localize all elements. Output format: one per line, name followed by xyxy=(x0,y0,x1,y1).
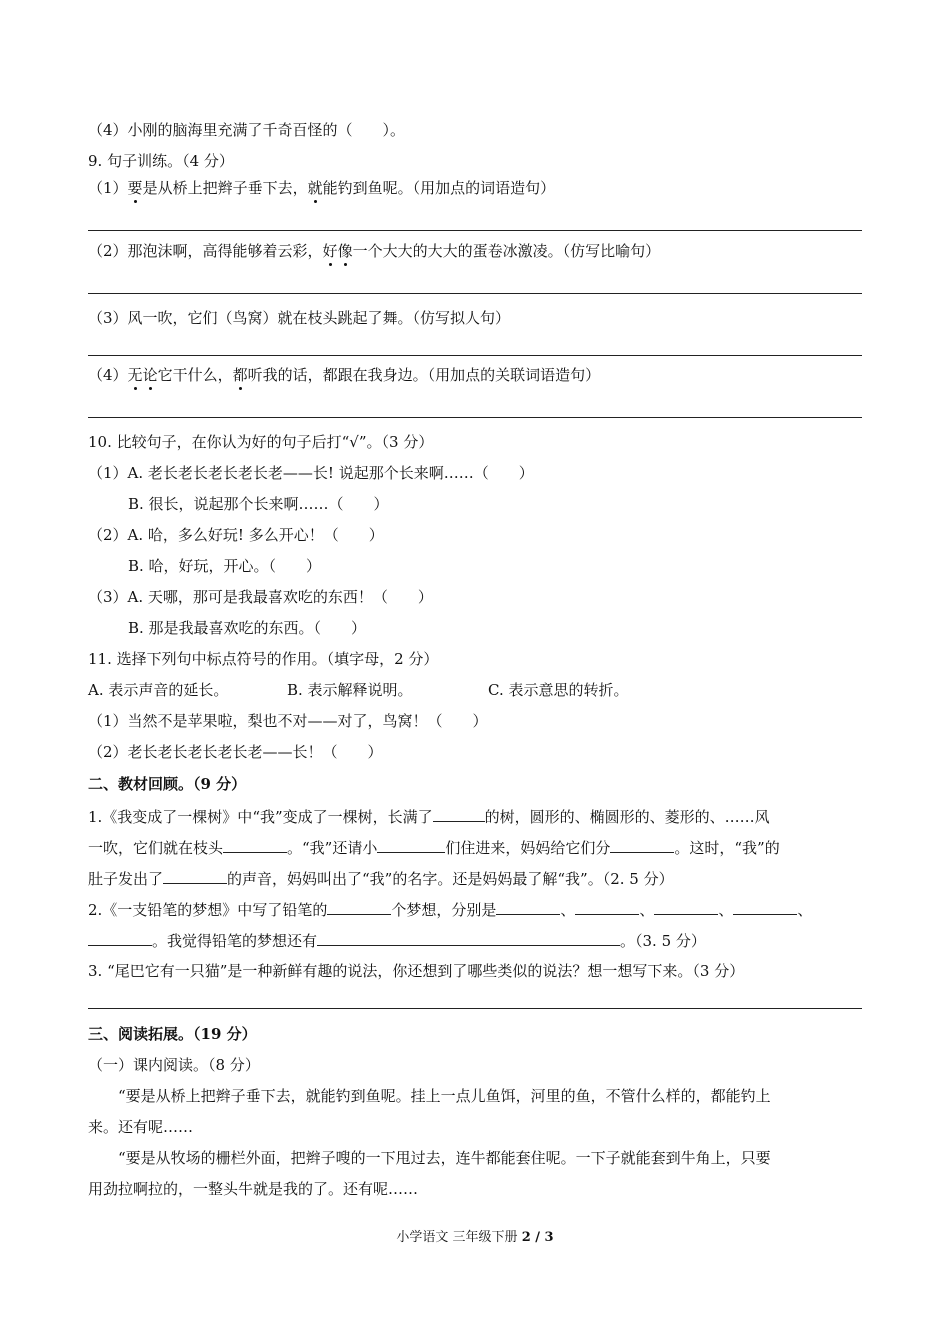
q9-sentence-1: （1）要是从桥上把辫子垂下去，就能钓到鱼呢。（用加点的词语造句） xyxy=(88,179,556,197)
q9-answer-line-2[interactable] xyxy=(88,293,862,294)
blank[interactable] xyxy=(433,806,485,822)
q9-answer-line-3[interactable] xyxy=(88,355,862,356)
section-3-title: 三、阅读拓展。（19 分） xyxy=(88,1025,257,1043)
blank[interactable] xyxy=(496,899,560,915)
q11-title: 11. 选择下列句中标点符号的作用。（填字母，2 分） xyxy=(88,650,439,668)
q11-sentence-1: （1）当然不是苹果啦，梨也不对——对了，鸟窝！（ ） xyxy=(88,712,488,730)
sec2-q1-line-3: 肚子发出了 的声音，妈妈叫出了“我”的名字。还是妈妈最了解“我”。（2. 5 分） xyxy=(88,870,674,888)
q9-sentence-4: （4）无论它干什么，都听我的话，都跟在我身边。（用加点的关联词语造句） xyxy=(88,366,601,384)
sec2-q2-line-2: 。我觉得铅笔的梦想还有 。（3. 5 分） xyxy=(88,930,706,951)
q10-pair-1-b: B. 很长，说起那个长来啊……（ ） xyxy=(128,495,389,513)
q8-item-4: （4）小刚的脑海里充满了千奇百怪的（ ）。 xyxy=(88,121,406,139)
q10-pair-3-a: （3）A. 天哪，那可是我最喜欢吃的东西！（ ） xyxy=(88,588,433,606)
blank[interactable] xyxy=(377,837,445,853)
sec2-q1-line-2: 一吹，它们就在枝头 。“我”还请小 们住进来，妈妈给它们分 。这时，“我”的 xyxy=(88,839,780,857)
sec3-subtitle: （一）课内阅读。（8 分） xyxy=(88,1056,260,1074)
q10-title: 10. 比较句子，在你认为好的句子后打“√”。（3 分） xyxy=(88,433,434,451)
q10-pair-1-a: （1）A. 老长老长老长老长老——长! 说起那个长来啊……（ ） xyxy=(88,464,534,482)
reading-para-2-line-2: 用劲拉啊拉的，一整头牛就是我的了。还有呢…… xyxy=(88,1180,419,1198)
blank[interactable] xyxy=(327,899,391,915)
q11-option-b: B. 表示解释说明。 xyxy=(287,681,413,699)
sec2-q1-line-1: 1.《我变成了一棵树》中“我”变成了一棵树，长满了 的树，圆形的、椭圆形的、菱形的、……风 xyxy=(88,808,770,826)
page-number: 2 / 3 xyxy=(521,1230,554,1245)
q10-pair-2-a: （2）A. 哈，多么好玩! 多么开心！（ ） xyxy=(88,526,384,544)
sec2-q3-answer-line[interactable] xyxy=(88,1008,862,1009)
reading-para-2-line-1: “要是从牧场的栅栏外面，把辫子嗖的一下甩过去，连牛都能套住呢。一下子就能套到牛角上，只要 xyxy=(118,1149,771,1167)
blank[interactable] xyxy=(223,837,287,853)
q10-pair-2-b: B. 哈，好玩，开心。（ ） xyxy=(128,557,322,575)
reading-para-1-line-1: “要是从桥上把辫子垂下去，就能钓到鱼呢。挂上一点儿鱼饵，河里的鱼，不管什么样的，都能钓上 xyxy=(118,1087,771,1105)
q9-answer-line-4[interactable] xyxy=(88,417,862,418)
q9-sentence-3: （3）风一吹，它们（鸟窝）就在枝头跳起了舞。（仿写拟人句） xyxy=(88,309,511,327)
blank[interactable] xyxy=(575,899,639,915)
blank[interactable] xyxy=(163,868,227,884)
q9-title: 9. 句子训练。（4 分） xyxy=(88,152,234,170)
q11-options xyxy=(88,680,628,700)
section-2-title: 二、教材回顾。（9 分） xyxy=(88,775,247,793)
reading-para-1-line-2: 来。还有呢…… xyxy=(88,1118,194,1136)
sec2-q2-line-1: 2.《一支铅笔的梦想》中写了铅笔的 个梦想，分别是 、 、 、 、 xyxy=(88,901,813,919)
blank[interactable] xyxy=(610,837,674,853)
q11-sentence-2: （2）老长老长老长老长老——长！（ ） xyxy=(88,743,383,761)
blank[interactable] xyxy=(88,930,152,946)
sec2-q3: 3. “尾巴它有一只猫”是一种新鲜有趣的说法，你还想到了哪些类似的说法？想一想写下来。（3 分） xyxy=(88,962,745,980)
q9-answer-line-1[interactable] xyxy=(88,230,862,231)
q11-option-c: C. 表示意思的转折。 xyxy=(488,681,629,699)
q9-sentence-2: （2）那泡沫啊，高得能够着云彩，好像一个大大的大大的蛋卷冰激凌。（仿写比喻句） xyxy=(88,242,661,260)
q11-option-a: A. 表示声音的延长。 xyxy=(88,681,229,699)
blank[interactable] xyxy=(654,899,718,915)
blank[interactable] xyxy=(733,899,797,915)
q10-pair-3-b: B. 那是我最喜欢吃的东西。（ ） xyxy=(128,619,367,637)
blank[interactable] xyxy=(317,930,620,946)
page-footer: 小学语文 三年级下册 2 / 3 xyxy=(396,1230,554,1245)
